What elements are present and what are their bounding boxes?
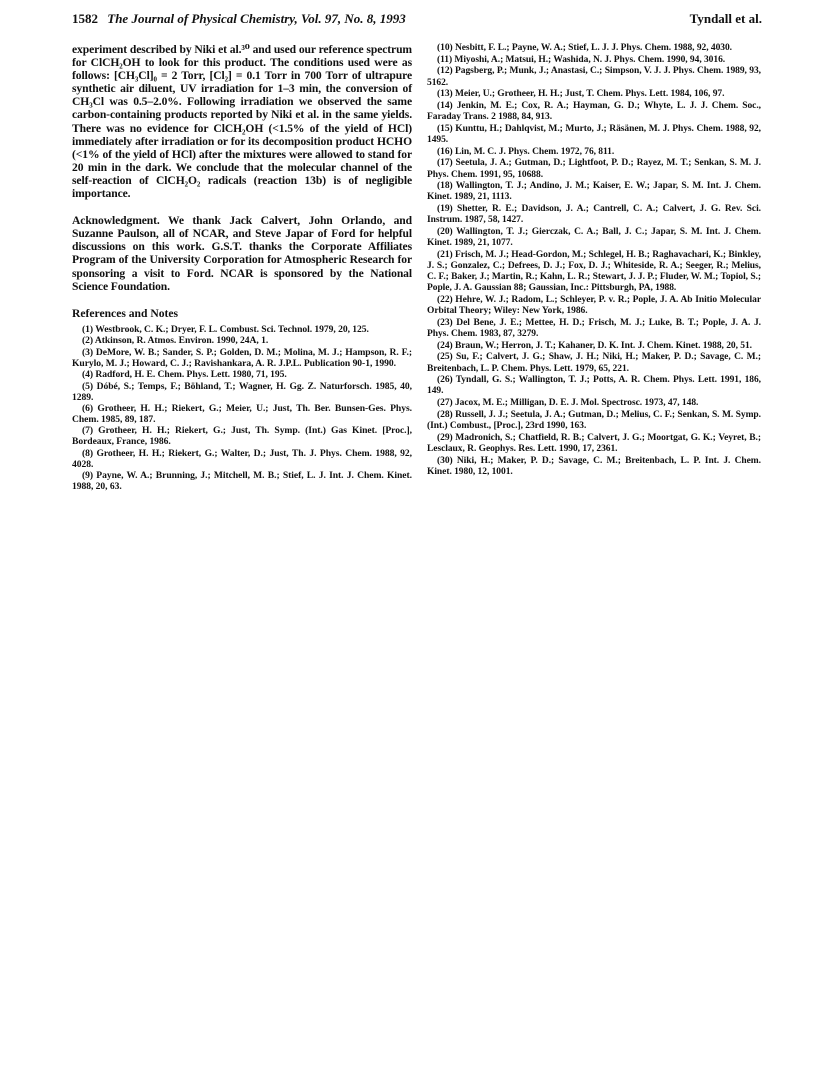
header-authors: Tyndall et al. — [689, 11, 762, 26]
reference-item: (21) Frisch, M. J.; Head-Gordon, M.; Schlegel, H. B.; Raghavachari, K.; Binkley, J. S.; Gonzalez, C.; Defrees, D. J.; Fox, D. J.; Whiteside, R. A.; Seeger, R.; Melius, C. F.; Baker, J.; Martin, R.; Kahn, L. R.; Stewart, J. J. P.; Fluder, W. M.; Topiol, S.; Pople, J. A. Gaussian 88; Gaussian, Inc.: Pittsburgh, PA, 1988. — [427, 249, 761, 294]
reference-item: (29) Madronich, S.; Chatfield, R. B.; Calvert, J. G.; Moortgat, G. K.; Veyret, B.; Lesclaux, R. Geophys. Res. Lett. 1990, 17, 2361. — [427, 432, 761, 454]
reference-item: (19) Shetter, R. E.; Davidson, J. A.; Cantrell, C. A.; Calvert, J. G. Rev. Sci. Instrum. 1987, 58, 1427. — [427, 204, 761, 226]
running-header — [72, 11, 762, 31]
references-list-right — [427, 43, 761, 478]
reference-item: (20) Wallington, T. J.; Gierczak, C. A.; Ball, J. C.; Japar, S. M. Int. J. Chem. Kinet. 1989, 21, 1077. — [427, 226, 761, 249]
reference-item: (28) Russell, J. J.; Seetula, J. A.; Gutman, D.; Melius, C. F.; Senkan, S. M. Symp. (Int.) Combust., [Proc.], 23rd 1990, 163. — [427, 409, 761, 431]
reference-item: (26) Tyndall, G. S.; Wallington, T. J.; Potts, A. R. Chem. Phys. Lett. 1991, 186, 149. — [427, 375, 761, 397]
reference-item: (30) Niki, H.; Maker, P. D.; Savage, C. M.; Breitenbach, L. P. Int. J. Chem. Kinet. 1980, 12, 1001. — [427, 455, 761, 477]
reference-item: (8) Grotheer, H. H.; Riekert, G.; Walter, D.; Just, Th. J. Phys. Chem. 1988, 92, 4028. — [72, 447, 412, 470]
reference-item: (13) Meier, U.; Grotheer, H. H.; Just, T. Chem. Phys. Lett. 1984, 106, 97. — [437, 89, 725, 100]
header-left — [72, 11, 406, 27]
reference-item: (14) Jenkin, M. E.; Cox, R. A.; Hayman, G. D.; Whyte, L. J. J. Chem. Soc., Faraday Trans. 2 1988, 84, 913. — [427, 100, 761, 123]
references-list-left — [72, 325, 412, 493]
left-column — [72, 43, 412, 494]
reference-item: (18) Wallington, T. J.; Andino, J. M.; Kaiser, E. W.; Japar, S. M. Int. J. Chem. Kinet. 1989, 21, 1113. — [427, 181, 761, 203]
reference-item: (23) Del Bene, J. E.; Mettee, H. D.; Frisch, M. J.; Luke, B. T.; Pople, J. A. J. Phys. Chem. 1983, 87, 3279. — [427, 317, 761, 340]
acknowledgment-paragraph — [72, 214, 412, 293]
reference-item: (7) Grotheer, H. H.; Riekert, G.; Just, Th. Symp. (Int.) Gas Kinet. [Proc.], Bordeaux, France, 1986. — [72, 425, 412, 448]
reference-item: (17) Seetula, J. A.; Gutman, D.; Lightfoot, P. D.; Rayez, M. T.; Senkan, S. M. J. Phys. Chem. 1991, 95, 10688. — [427, 158, 761, 180]
acknowledgment-text: We thank Jack Calvert, John Orlando, and Suzanne Paulson, all of NCAR, and Steve Japar of Ford for helpful discussions on this work. G.S.T. thanks the Corporate Affiliates Program of the University Corporation for Atmospheric Research for sponsoring a visit to Ford. NCAR is sponsored by the National Science Foundation. — [72, 214, 412, 293]
reference-item: (16) Lin, M. C. J. Phys. Chem. 1972, 76, 811. — [437, 146, 615, 157]
reference-item: (4) Radford, H. E. Chem. Phys. Lett. 1980, 71, 195. — [82, 369, 287, 381]
body-paragraph: experiment described by Niki et al.³⁰ and used our reference spectrum for ClCH₂OH to look for this product. The conditions used were as follows: [CH₃Cl]₀ = 2 Torr, [Cl₂] = 0.1 Torr in 700 Torr of ultrapure synthetic air diluent, UV irradiation for 1–3 min, the conversion of CH₃Cl was 0.5–2.0%. Following irradiation we observed the same carbon-containing products reported by Niki et al. in the same yields. There was no evidence for ClCH₂OH (<1.5% of the yield of HCl) immediately after irradiation or for its decomposition product HCHO (<1% of the yield of HCl) after the mixtures were allowed to stand for 20 min in the dark. We conclude that the molecular channel of the self-reaction of ClCH₂O₂ radicals (reaction 13b) is of negligible importance. — [72, 43, 412, 201]
reference-item: (10) Nesbitt, F. L.; Payne, W. A.; Stief, L. J. J. Phys. Chem. 1988, 92, 4030. — [437, 43, 733, 53]
reference-item: (24) Braun, W.; Herron, J. T.; Kahaner, D. K. Int. J. Chem. Kinet. 1988, 20, 51. — [437, 340, 752, 351]
reference-item: (25) Su, F.; Calvert, J. G.; Shaw, J. H.; Niki, H.; Maker, P. D.; Savage, C. M.; Breitenbach, L. P. Chem. Phys. Lett. 1979, 65, 221. — [427, 352, 761, 374]
right-column — [427, 43, 761, 478]
journal-citation: The Journal of Physical Chemistry, Vol. 97, No. 8, 1993 — [107, 11, 406, 26]
reference-item: (22) Hehre, W. J.; Radom, L.; Schleyer, P. v. R.; Pople, J. A. Ab Initio Molecular Orbital Theory; Wiley: New York, 1986. — [427, 295, 761, 317]
reference-item: (11) Miyoshi, A.; Matsui, H.; Washida, N. J. Phys. Chem. 1990, 94, 3016. — [437, 54, 726, 65]
reference-item: (12) Pagsberg, P.; Munk, J.; Anastasi, C.; Simpson, V. J. J. Phys. Chem. 1989, 93, 5162. — [427, 66, 761, 88]
reference-item: (5) Dóbé, S.; Temps, F.; Böhland, T.; Wagner, H. Gg. Z. Naturforsch. 1985, 40, 1289. — [72, 380, 412, 403]
acknowledgment-heading: Acknowledgment. — [72, 214, 160, 228]
reference-item: (6) Grotheer, H. H.; Riekert, G.; Meier, U.; Just, Th. Ber. Bunsen-Ges. Phys. Chem. 1985, 89, 187. — [72, 403, 412, 425]
reference-item: (1) Westbrook, C. K.; Dryer, F. L. Combust. Sci. Technol. 1979, 20, 125. — [82, 323, 369, 335]
reference-item: (2) Atkinson, R. Atmos. Environ. 1990, 24A, 1. — [82, 335, 269, 347]
reference-item: (3) DeMore, W. B.; Sander, S. P.; Golden, D. M.; Molina, M. J.; Hampson, R. F.; Kurylo, M. J.; Howard, C. J.; Ravishankara, A. R. J.P.L. Publication 90-1, 1990. — [72, 346, 412, 369]
reference-item: (27) Jacox, M. E.; Milligan, D. E. J. Mol. Spectrosc. 1973, 47, 148. — [437, 398, 699, 409]
references-heading: References and Notes — [72, 306, 179, 320]
reference-item: (9) Payne, W. A.; Brunning, J.; Mitchell, M. B.; Stief, L. J. Int. J. Chem. Kinet. 1988, 20, 63. — [72, 470, 412, 493]
reference-item: (15) Kunttu, H.; Dahlqvist, M.; Murto, J.; Räsänen, M. J. Phys. Chem. 1988, 92, 1495. — [427, 123, 761, 145]
page-number: 1582 — [72, 11, 98, 26]
